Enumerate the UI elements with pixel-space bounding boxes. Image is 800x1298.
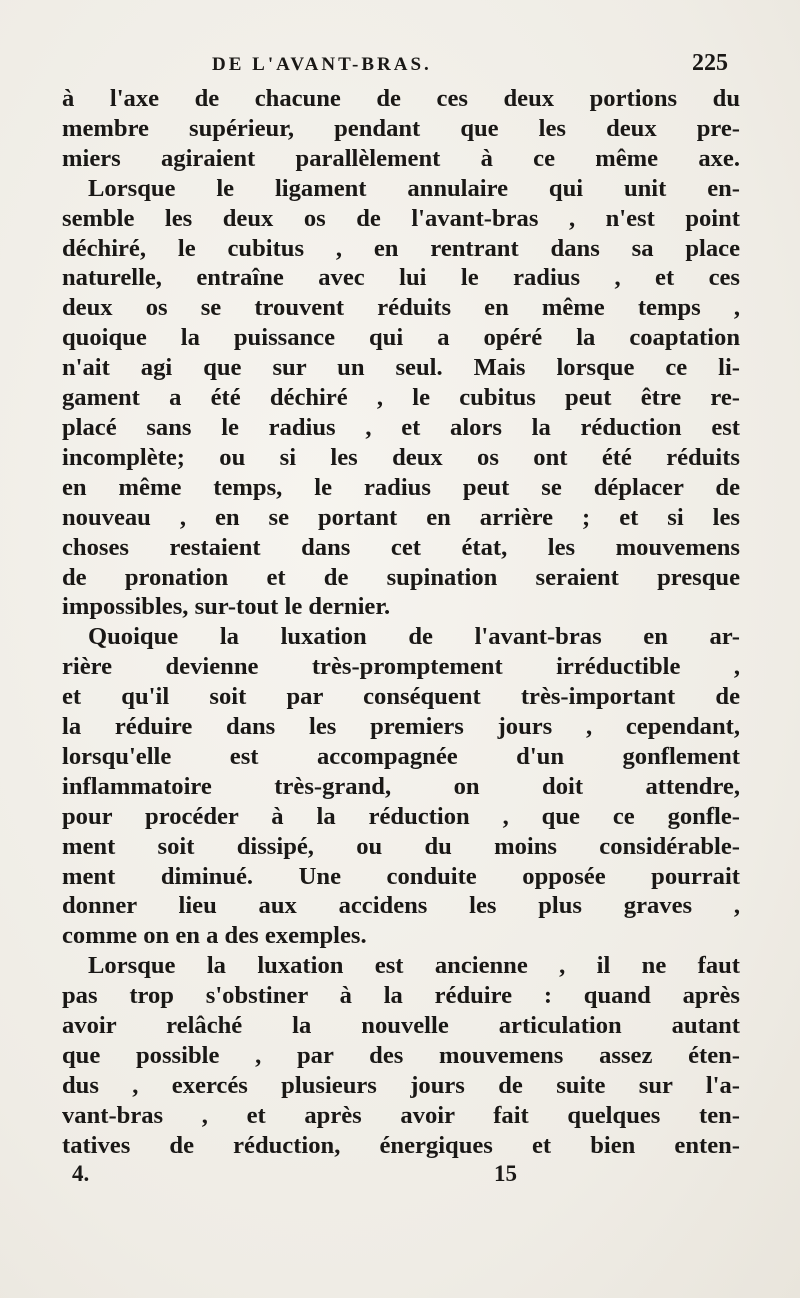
text-line: quoique la puissance qui a opéré la coaptation [62,324,740,352]
text-line: ment soit dissipé, ou du moins considérable- [62,832,740,860]
text-line: que possible , par des mouvemens assez éten- [62,1042,740,1069]
page-header [62,48,740,84]
text-line: de pronation et de supination seraient presque [62,563,740,591]
running-title: DE L'AVANT-BRAS. [212,54,432,75]
text-line: ment diminué. Une conduite opposée pourrait [62,862,740,890]
signature-number: 15 [494,1160,517,1186]
text-line: la réduire dans les premiers jours , cependant, [62,713,740,741]
body-text [62,84,740,1161]
text-line: impossibles, sur-tout le dernier. [62,593,391,621]
text-line: placé sans le radius , et alors la réduction est [62,413,740,441]
text-line: Lorsque la luxation est ancienne , il ne faut [88,952,740,980]
text-line: Lorsque le ligament annulaire qui unit en- [88,174,740,202]
text-line: inflammatoire très-grand, on doit attendre, [62,772,740,800]
text-line: semble les deux os de l'avant-bras , n'est point [62,204,740,232]
page-number: 225 [692,50,728,76]
signature-row [62,1161,740,1191]
text-line: rière devienne très-promptement irréductible , [62,653,740,681]
text-line: et qu'il soit par conséquent très-important de [62,683,740,711]
text-line: nouveau , en se portant en arrière ; et si les [62,503,740,531]
text-line: choses restaient dans cet état, les mouvemens [62,533,740,561]
text-line: déchiré, le cubitus , en rentrant dans sa place [62,234,740,262]
text-line: à l'axe de chacune de ces deux portions du [62,85,740,112]
text-line: miers agiraient parallèlement à ce même axe. [62,144,740,172]
text-line: en même temps, le radius peut se déplacer de [62,473,740,501]
text-line: n'ait agi que sur un seul. Mais lorsque ce li- [62,354,740,382]
text-line: tatives de réduction, énergiques et bien enten- [62,1131,740,1159]
text-line: comme on en a des exemples. [62,922,367,950]
text-line: gament a été déchiré , le cubitus peut être re- [62,384,740,412]
text-line: lorsqu'elle est accompagnée d'un gonflement [62,742,740,770]
text-line: dus , exercés plusieurs jours de suite sur l'a- [62,1071,740,1099]
text-line: avoir relâché la nouvelle articulation autant [62,1012,740,1040]
text-line: pas trop s'obstiner à la réduire : quand après [62,982,740,1010]
text-line: incomplète; ou si les deux os ont été réduits [62,443,740,471]
text-line: Quoique la luxation de l'avant-bras en ar- [88,623,740,651]
text-line: naturelle, entraîne avec lui le radius , et ces [62,264,740,292]
text-line: membre supérieur, pendant que les deux pre- [62,114,740,142]
signature-mark: 4. [72,1160,90,1186]
text-line: donner lieu aux accidens les plus graves , [62,892,740,920]
text-line: vant-bras , et après avoir fait quelques ten- [62,1101,740,1129]
text-line: pour procéder à la réduction , que ce gonfle- [62,802,740,830]
text-line: deux os se trouvent réduits en même temps , [62,294,740,322]
